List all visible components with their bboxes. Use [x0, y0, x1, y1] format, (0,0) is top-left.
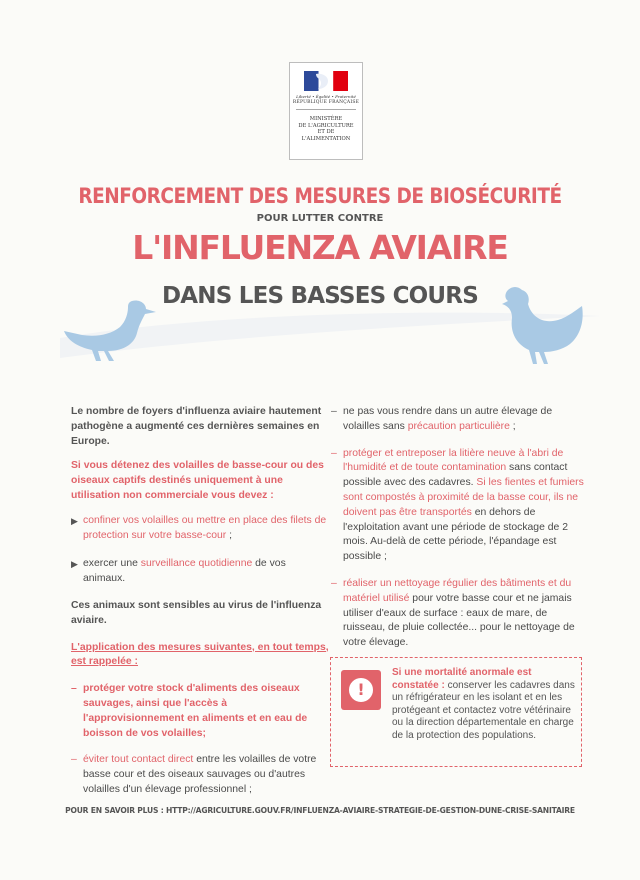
item-text: pour votre basse cour et ne jamais utiliser d'eaux de surface : eaux de mare, de ruisseau, de pluie collectée... pour le nettoyage de votre élevage.: [343, 592, 575, 649]
item-text: de vos animaux.: [83, 558, 286, 585]
title-sub: POUR LUTTER CONTRE: [256, 213, 384, 224]
ministry-line: MINISTÈRE: [309, 116, 343, 122]
condition-text: Si vous détenez des volailles de basse-cour ou des oiseaux captifs destinés uniquement à une utilisation non commerciale vous devez :: [71, 460, 324, 501]
list-item: [331, 447, 584, 565]
item-text: ne pas vous rendre dans un autre élevage de volailles sans: [343, 406, 553, 432]
duck-icon: [62, 295, 158, 363]
list-item: [71, 514, 329, 544]
intro-text: Le nombre de foyers d'influenza aviaire hautement pathogène a augmenté ces dernières semaines en Europe.: [71, 406, 322, 447]
item-highlight: surveillance quotidienne: [140, 558, 253, 570]
republic-label: RÉPUBLIQUE FRANÇAISE: [292, 100, 360, 105]
ministry-line: L'ALIMENTATION: [301, 135, 351, 142]
dash-bullet: –: [331, 577, 337, 589]
list-item: [331, 405, 584, 435]
item-text: exercer une: [83, 558, 141, 570]
logo-divider: [296, 109, 356, 110]
item-text: sans contact possible avec des cadavres.: [343, 462, 568, 489]
title-disease: L'INFLUENZA AVIAIRE: [132, 228, 508, 267]
list-item: [71, 753, 329, 797]
footer-label: POUR EN SAVOIR PLUS :: [65, 806, 166, 815]
footer: [0, 806, 640, 815]
item-highlight: Si les fientes et fumiers sont compostés à proximité de la basse cour, ils ne doivent pas être transportés: [343, 477, 584, 518]
hen-icon: [498, 284, 584, 366]
dash-bullet: –: [71, 683, 77, 695]
left-column: [71, 405, 329, 798]
right-column: [331, 405, 584, 651]
footer-url[interactable]: HTTP://AGRICULTURE.GOUV.FR/INFLUENZA-AVIAIRE-STRATEGIE-DE-GESTION-DUNE-CRISE-SANITAIRE: [166, 806, 575, 815]
dash-bullet: –: [331, 406, 337, 417]
list-item: [71, 682, 329, 741]
exclamation-symbol: !: [349, 678, 373, 702]
ministry-logo: [289, 62, 363, 160]
triangle-bullet-icon: ▶: [71, 559, 78, 570]
alert-text: [392, 667, 577, 743]
item-text: ;: [509, 420, 516, 432]
motto: Liberté • Égalité • Fraternité: [296, 94, 356, 99]
item-text: entre les volailles de votre basse cour et des oiseaux sauvages ou d'autres volailles d'un élevage professionnel ;: [83, 754, 317, 795]
ministry-name: [290, 116, 362, 142]
ministry-line: DE L'AGRICULTURE: [298, 122, 354, 129]
item-highlight: précaution particulière: [407, 420, 510, 432]
item-text: en dehors de l'exploitation avant une période de stockage de 2 mois. Au-delà de cette période, l'épandage est possible ;: [343, 506, 568, 563]
title-main: RENFORCEMENT DES MESURES DE BIOSÉCURITÉ: [78, 184, 562, 209]
item-highlight: réaliser un nettoyage régulier des bâtiments et du matériel utilisé: [343, 577, 572, 604]
mortality-alert-box: [330, 657, 582, 767]
alert-body: conserver les cadavres dans un réfrigérateur en les isolant et en les protégeant et contactez votre vétérinaire ou la direction départementale en charge de la protection des populations.: [392, 679, 575, 741]
triangle-bullet-icon: ▶: [71, 515, 78, 526]
dash-bullet: –: [331, 447, 337, 459]
item-highlight: protéger et entreposer la litière neuve à l'abri de l'humidité et de toute contamination: [343, 447, 564, 474]
marianne-icon: [304, 71, 348, 91]
sensitive-text: Ces animaux sont sensibles au virus de l'influenza aviaire.: [71, 599, 322, 626]
measure-text: protéger votre stock d'aliments des oiseaux sauvages, ainsi que l'accès à l'approvisionnement en aliments et en eau de boisson de vos volailles;: [83, 683, 308, 739]
dash-bullet: –: [71, 754, 77, 766]
alert-heading: Si une mortalité anormale est constatée :: [392, 667, 532, 691]
measures-title: L'application des mesures suivantes, en tout temps, est rappelée :: [71, 641, 329, 668]
item-text: ;: [226, 529, 233, 541]
item-highlight: éviter tout contact direct: [83, 754, 194, 766]
list-item: [71, 557, 329, 587]
title-location: DANS LES BASSES COURS: [162, 283, 478, 309]
exclamation-icon: [341, 670, 381, 710]
list-item: [331, 577, 584, 651]
item-highlight: confiner vos volailles ou mettre en place des filets de protection sur votre basse-cour: [83, 514, 327, 541]
ministry-line: ET DE: [317, 129, 335, 136]
